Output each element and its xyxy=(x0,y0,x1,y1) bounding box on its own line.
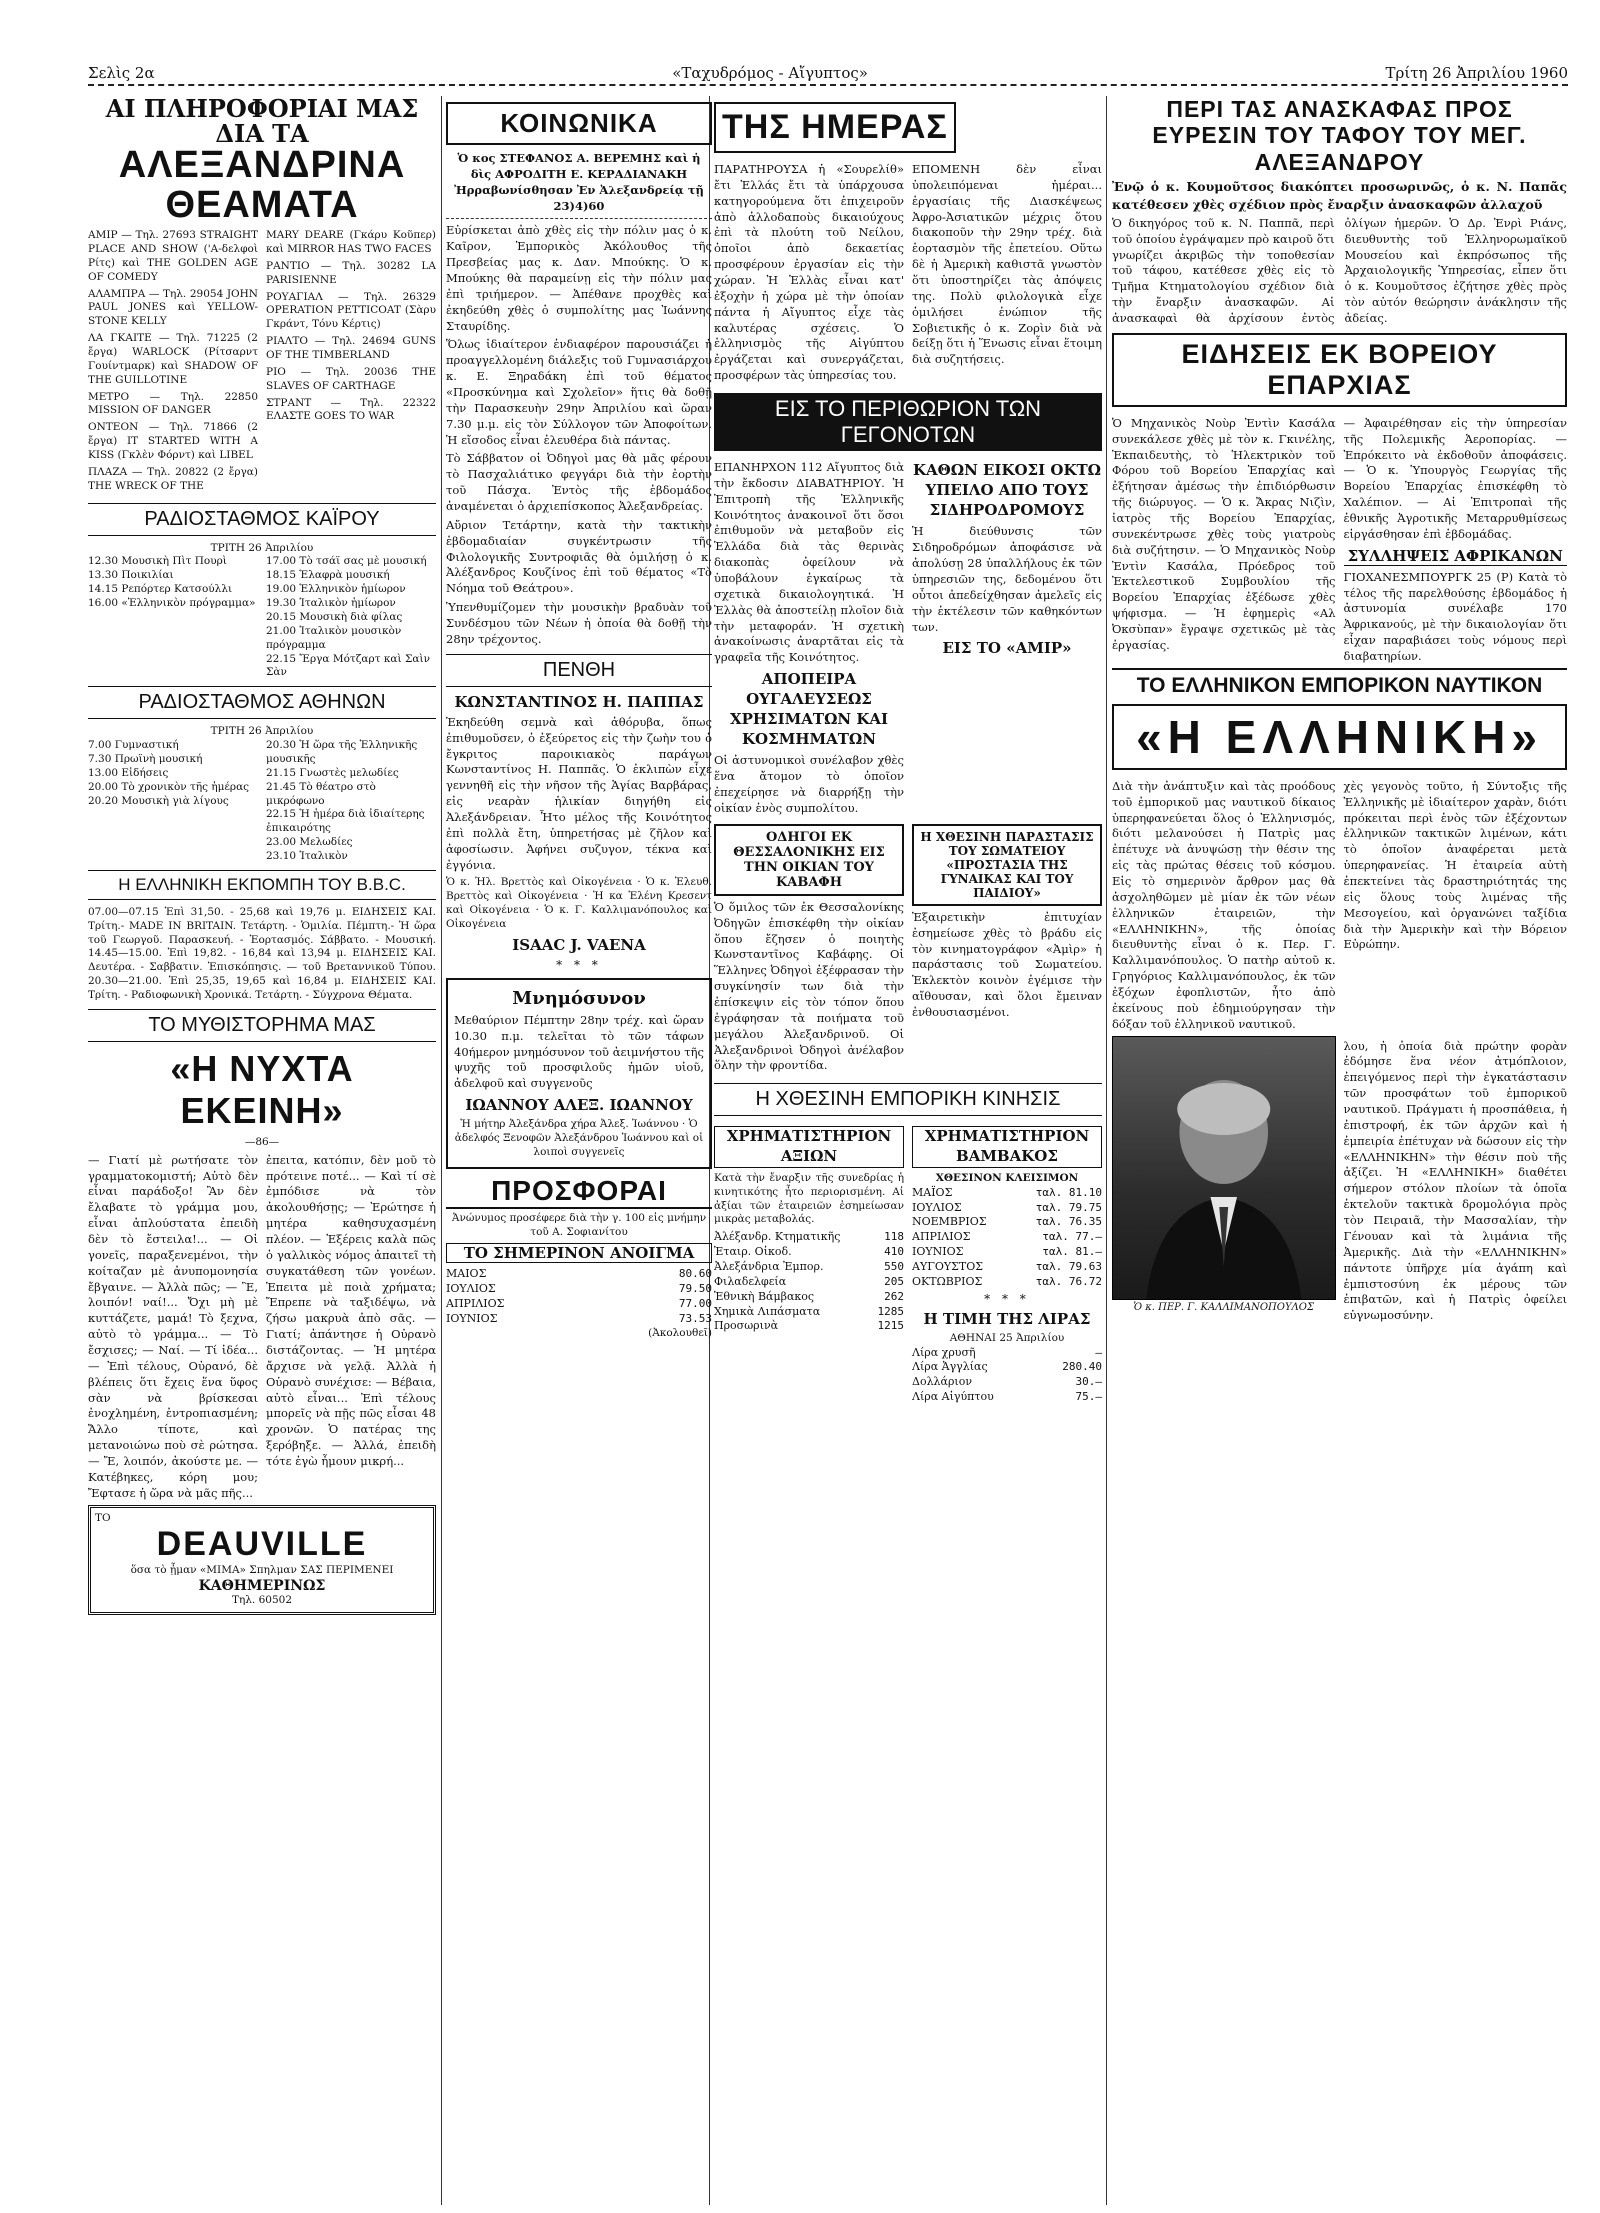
cotton-subheading: ΧΘΕΣΙΝΟΝ ΚΛΕΙΣΙΜΟΝ xyxy=(935,1171,1079,1184)
schedule-item: 21.15 Γνωστὲς μελωδίες xyxy=(266,766,399,779)
obituary-text: Ἐκηδεύθη σεμνὰ καὶ ἀθόρυβα, ὅπως ἐπιθυμοῦσεν, ὁ ἐξεύρετος εἰς τὴν ζωὴν του ὁ ἔγκριτος παροικιακὸς παράγων Κωνσταντίνος Η. Παππᾶς. Ὁ ἐκλιπὼν εἶχε γεννηθῆ εἰς τὴν νῆσον τῆς Ἁγίας Βαρβάρας, εἰς νεαρὰν ἡλικίαν διηγήθη εἰς Ἀλεξάνδρειαν. Ἦτο μέλος τῆς Κοινότητος ἐπὶ πολλὰ ἔτη, ὑπηρετήσας μὲ ζῆλον καὶ ἀφοσίωσιν. Ἀφήνει συζυγον, τέκνα καὶ ἐγγόνια. xyxy=(446,714,712,872)
memorial-text: Μεθαύριον Πέμπτην 28ην τρέχ. καὶ ὥραν 10.30 π.μ. τελεῖται τὸ τῶν τάφων 40ήμερον μνημόσυνον τοῦ ἀειμνήστου τῆς ψυχῆς τοῦ προσφιλοῦς ἡμῶν υἱοῦ, ἀδελφοῦ καὶ συγγενοῦς xyxy=(454,1012,704,1091)
ad-prefix: TO xyxy=(95,1511,111,1524)
show-heading: Η ΧΘΕΣΙΝΗ ΠΑΡΑΣΤΑΣΙΣ ΤΟΥ ΣΩΜΑΤΕΙΟΥ «ΠΡΟΣΤΑΣΙΑ ΤΗΣ ΓΥΝΑΙΚΑΣ ΚΑΙ ΤΟΥ ΠΑΙΔΙΟΥ» xyxy=(912,824,1102,906)
offers-heading: ΠΡΟΣΦΟΡΑΙ xyxy=(446,1175,712,1209)
cinema-item: ΡΟΥΑΓΙΑΛ — Τηλ. 26329 OPERATION PETTICOAT (Σὰρυ Γκράντ, Τόνυ Κέρτις) xyxy=(266,290,436,331)
continued-note: (Ἀκολουθεῖ) xyxy=(648,1326,712,1339)
social-text: Τὸ Σάββατον οἱ Ὀδηγοὶ μας θὰ μᾶς φέρουν τὸ Πασχαλιάτικο φεγγάρι διὰ τὴν ἐορτὴν τοῦ Πάσχα. Ἐντὸς τῆς ἑβδομάδος ἀναμένεται ὁ ἀρχιεπίσκοπος Ἀλεξανδρείας. xyxy=(446,451,712,514)
social-heading: ΚΟΙΝΩΝΙΚΑ xyxy=(446,102,712,145)
margins-text: ΕΠΑΝΗΡΧΟΝ 112 Αἴγυπτος διὰ τὴν ἔκδοσιν ΔΙΑΒΑΤΗΡΙΟΥ. Ἡ Ἐπιτροπὴ τῆς Ἑλληνικῆς Κοινότητος ἀνακοινοῖ ὅτι ὅσοι ἐπιθυμοῦν νὰ μεταβοῦν εἰς Ἑλλάδα διὰ τὰς θερινὰς διακοπὰς ὀφείλουν νὰ ὑποβάλουν ἐγκαίρως τὰ σχετικὰ δικαιολογητικά. Ἡ Ἑλλὰς θὰ ἀποστείλῃ πλοῖον διὰ τὴν μεταφοράν. Ἡ σχετικὴ ἀνακοίνωσις ἀναρτᾶται εἰς τὰ γραφεῖα τῆς Κοινότητος. xyxy=(714,460,904,665)
memorial-signature: Ἡ μήτηρ Ἀλεξάνδρα χήρα Ἀλεξ. Ἰωάννου · Ὁ ἀδελφός Ξενοφῶν Ἀλεξάνδρου Ἰωάννου καὶ οἱ λοιποὶ συγγενεῖς xyxy=(454,1118,704,1158)
shipping-heading: ΤΟ ΕΛΛΗΝΙΚΟΝ ΕΜΠΟΡΙΚΟΝ ΝΑΥΤΙΚΟΝ xyxy=(1112,668,1567,698)
newspaper-title: «Ταχυδρόμος - Αἴγυπτος» xyxy=(672,64,868,82)
column-news xyxy=(714,96,1102,1405)
schedule-item: 20.20 Μουσικὴ γιὰ λίγους xyxy=(88,794,229,807)
ad-name: DEAUVILLE xyxy=(156,1525,368,1564)
social-text: Ὅλως ἰδιαίτερον ἐνδιαφέρον παρουσιάζει ἡ προαγγελλομένη διάλεξις τοῦ Γυμνασιάρχου κ. Ε. Ξηραδάκη ἐπὶ τοῦ θέματος «Προσκύνημα καὶ Σχολεῖον» ἥτις θὰ δοθῇ τὴν Παρασκευὴν 29ην Ἀπριλίου καὶ ὥραν 7.30 μ.μ. εἰς τὸν Σύλλογον τῶν Ἀποφοίτων. Ἡ εἴσοδος εἶναι ἐλευθέρα διὰ πάντας. xyxy=(446,337,712,447)
schedule-item: 20.00 Τὸ χρονικὸν τῆς ἡμέρας xyxy=(88,780,250,793)
memorial-name: ΙΩΑΝΝΟΥ ΑΛΕΞ. ΙΩΑΝΝΟΥ xyxy=(465,1096,693,1115)
loans-heading: ΑΠΟΠΕΙΡΑ ΟΥΓΑΛΕΥΣΕΩΣ ΧΡΗΣΙΜΑΤΩΝ ΚΑΙ ΚΟΣΜΗΜΑΤΩΝ xyxy=(729,670,889,748)
column-social xyxy=(446,96,712,1341)
cotton-row: ΙΟΥΝΙΟΣ ταλ. 81.— xyxy=(912,1245,1102,1259)
divider xyxy=(446,218,712,219)
day-text: ΕΠΟΜΕΝΗ δὲν εἶναι ὑπολειπόμεναι ἡμέραι... ἐργασίαις τῆς Διασκέψεως Ἀφρο-Ἀσιατικῶν μέχρις ὅτου διακοποῦν τὴν 29ην τρέχ. διὰ ἑορτασμὸν τῆς ἐπετείου. Οὕτω δὲ ἡ Ἀμερικὴ καθιστᾶ γνωστὸν ὅτι ὑποστηρίζει τὰς ἀπόψεις της. Πολὺ φιλολογικὰ εἶχε ὁμιλήσει ἐνώπιον τῆς Σοβιετικῆς ὁ κ. Ζορὶν διὰ νὰ δείξῃ ὅτι ἡ Ἕνωσις εἶναι ἕτοιμη διὰ συζητήσεις. xyxy=(912,162,1102,367)
price-value: 77.00 xyxy=(678,1297,712,1311)
day-heading: ΤΗΣ ΗΜΕΡΑΣ xyxy=(714,102,956,153)
cinema-item: ΡΑΝΤΙΟ — Τηλ. 30282 LA PARISIENNE xyxy=(266,259,436,286)
africa-heading: ΣΥΛΛΗΨΕΙΣ ΑΦΡΙΚΑΝΩΝ xyxy=(1344,547,1568,566)
cinema-item: ΜΕΤΡΟ — Τηλ. 22850 MISSION OF DANGER xyxy=(88,390,258,417)
radio-cairo-date: ΤΡΙΤΗ 26 Ἀπριλίου xyxy=(210,541,314,554)
africa-text: ΓΙΟΧΑΝΕΣΜΠΟΥΡΓΚ 25 (Ρ) Κατὰ τὸ τέλος τῆς παρελθούσης ἑβδομάδος ἡ ἀστυνομία συνέλαβε 170 Ἀφρικανούς, μὲ τὴν δικαιολογίαν ὅτι εἶχαν παραβιάσει τοὺς νόμους περὶ διαβατηρίων. xyxy=(1343,569,1567,663)
schedule-item: 19.00 Ἑλληνικὸν ἡμίωρον xyxy=(266,583,406,596)
entertainment-heading-line1: ΑΙ ΠΛΗΡΟΦΟΡΙΑΙ ΜΑΣ ΔΙΑ ΤΑ xyxy=(105,96,419,149)
novel-body xyxy=(88,1150,436,1505)
stock-row: Ἀλέξανδρ. Κτηματικῆς 118 xyxy=(714,1230,904,1244)
novel-installment: —86— xyxy=(244,1135,280,1148)
excavation-text: Ὁ δικηγόρος τοῦ κ. Ν. Παππᾶ, περὶ τοῦ ὁποίου ἐγράψαμεν πρὸ καιροῦ ὅτι γνωρίζει ἀκριβῶς τὴν τοποθεσίαν τοῦ τάφου, κατέθεσε χθὲς εἰς τὸ Τμῆμα Κτηματολογίου σχέδιον διὰ τὴν ἔναρξιν ἀνασκαφῶν. Αἱ ἀνασκαφαὶ θὰ ἀρχίσουν ἐντὸς ὀλίγων ἡμερῶν. Ὁ Δρ. Ἐνρὶ Ριάνς, διευθυντὴς τοῦ Ἑλληνορωμαϊκοῦ Μουσείου καὶ ἐκπρόσωπος τῆς Ἀρχαιολογικῆς Ὑπηρεσίας, εἶπεν ὅτι ὁ κ. Κουμοῦτσος ἐζήτησε χθὲς πρὸς τὸν αὐτόν θεώρησιν ἀνάκλησιν τῆς ἀδείας. xyxy=(1112,215,1567,325)
cinema-item: ΡΙΟ — Τηλ. 20036 THE SLAVES OF CARTHAGE xyxy=(266,365,436,392)
portrait-caption: Ὁ κ. ΠΕΡ. Γ. ΚΑΛΛΙΜΑΝΟΠΟΥΛΟΣ xyxy=(1133,1301,1315,1313)
stock-row: Ἐταιρ. Οἰκοδ. 410 xyxy=(714,1245,904,1259)
cinema-item: MARY DEARE (Γκάρυ Κοῦπερ) καὶ MIRROR HAS TWO FACES xyxy=(266,229,436,256)
north-body xyxy=(1112,413,1567,668)
schedule-item: 7.30 Πρωϊνὴ μουσική xyxy=(88,752,203,765)
radio-athens-date: ΤΡΙΤΗ 26 Ἀπριλίου xyxy=(210,725,314,738)
cotton-row: ΑΥΓΟΥΣΤΟΣ ταλ. 79.63 xyxy=(912,1259,1102,1273)
column-rule xyxy=(441,96,442,2205)
novel-text: — Γιατί μὲ ρωτήσατε τὸν γραμματοκομιστή; Αὐτὸ δὲν εἶναι παράδοξο! Ἂν δὲν ἔλαβατε τὸ γράμμα μου, εἶναι ἀπλούστατα ἐπειδὴ δὲν τὸ ἔστειλα!... — Οἱ γονεῖς, παραξενεμένοι, τὴν κοίταζαν μὲ ἀνυπομονησία ἔβγαινε. — Ἀλλὰ πῶς; — Ἒ, λοιπόν! ναί!... Ὄχι μὴ μὲ κυττάζετε, μαμά! Τὸ ξεχνα, αὐτὸ τὸ γράμμα... — Τὸ ἔσχισες; — Ναί. — Τί ἰδέα... — Ἐπὶ τέλους, Οὐρανό, δὲ βλέπεις ὅτι ἔχεις ἕνα ὕφος σὰν νὰ βρίσκεσαι ἐνοχλημένη, ἐντροπιασμένη; Ἄλλο τίποτε, καὶ μετανοιώνω ποὺ σὲ ρώτησα. — Ἔ, λοιπόν, ἀκούστε με. — Κατέβηκες, κόρη μου; Ἔφτασε ἡ ὥρα νὰ μᾶς πῆς... xyxy=(88,1152,258,1500)
loans-text: Οἱ ἀστυνομικοὶ συνέλαβον χθὲς ἕνα ἄτομον τὸ ὁποῖον ἐπεχείρησε νὰ διαρρήξῃ τὴν οἰκίαν ἑνὸς συμπολίτου. xyxy=(714,753,904,815)
memorial-heading: Μνημόσυνον xyxy=(512,987,646,1009)
cinema-item: ΛΑ ΓΚΑΙΤΕ — Τηλ. 71225 (2 ἔργα) WARLOCK (Ρίτσαρντ Γουίντμαρκ) καὶ SHADOW OF THE GUILLOTINE xyxy=(88,332,258,386)
schedule-item: 12.30 Μουσικὴ Πὶτ Πουρὶ xyxy=(88,555,227,568)
price-month: ΙΟΥΝΙΟΣ xyxy=(446,1311,498,1325)
trade-heading: Η ΧΘΕΣΙΝΗ ΕΜΠΟΡΙΚΗ ΚΙΝΗΣΙΣ xyxy=(714,1083,1102,1116)
cinema-item: ΣΤΡΑΝΤ — Τηλ. 22322 ΕΛΑΣΤΕ GOES TO WAR xyxy=(266,396,436,423)
portrait-photo xyxy=(1112,1036,1336,1300)
ad-phone: Τηλ. 60502 xyxy=(231,1594,293,1607)
cinema-item: ΑΛΑΜΠΡΑ — Τηλ. 29054 JOHN PAUL JONES καὶ YELLOW-STONE KELLY xyxy=(88,287,258,328)
price-row xyxy=(446,1267,712,1282)
guides-show-section xyxy=(714,820,1102,1077)
shipping-body-lower xyxy=(1112,1036,1567,1327)
price-value: 79.50 xyxy=(678,1282,712,1296)
cotton-row: ΝΟΕΜΒΡΙΟΣ ταλ. 76.35 xyxy=(912,1215,1102,1229)
cinema-item: ΠΛΑΖΑ — Τηλ. 20822 (2 ἔργα) THE WRECK OF THE xyxy=(88,465,258,492)
schedule-item: 23.10 Ἰταλικὸν xyxy=(266,849,348,862)
portrait-figure xyxy=(1113,1037,1335,1299)
guides-heading: ΟΔΗΓΟΙ ΕΚ ΘΕΣΣΑΛΟΝΙΚΗΣ ΕΙΣ ΤΗΝ ΟΙΚΙΑΝ ΤΟΥ ΚΑΒΑΦΗ xyxy=(714,824,904,896)
entertainment-heading-line2: ΑΛΕΞΑΝΔΡΙΝΑ ΘΕΑΜΑΤΑ xyxy=(118,144,406,227)
issue-date: Τρίτη 26 Ἀπριλίου 1960 xyxy=(1385,64,1568,82)
price-value: 80.60 xyxy=(678,1267,712,1281)
opening-heading: ΤΟ ΣΗΜΕΡΙΝΟΝ ΑΝΟΙΓΜΑ xyxy=(446,1243,712,1263)
day-text: ΠΑΡΑΤΗΡΟΥΣΑ ἡ «Σουρελίθ» ἔτι Ἑλλάς ἔτι τὰ ὑπάρχουσα κατηγορούμενα ὅτι ἐπιχειροῦν ἀπὸ ἀλλοδαποὺς δικαιούχους ἐπὶ τὰ πλούτη τοῦ Νείλου, ὁποῖοι ἀπὸ δεκαετίας προσφέρουν ἐργασίαν εἰς τὴν χώραν. Ἡ Ἑλλὰς εἶναι κατ' ἐξοχὴν ἡ χώρα μὲ τὴν ὁποίαν πάντα ἡ Αἴγυπτος εἶχε τὰς καλυτέρας σχέσεις. Ὁ ἑλληνισμὸς τῆς Αἰγύπτου ἐργάζεται καὶ συνεργάζεται, προσφέρων τὰς ὑπηρεσίας του. xyxy=(714,162,904,383)
deceased-name: ΚΩΝΣΤΑΝΤΙΝΟΣ Η. ΠΑΠΠΑΣ xyxy=(454,692,704,711)
margins-heading: ΕΙΣ ΤΟ ΠΕΡΙΘΩΡΙΟΝ ΤΩΝ ΓΕΓΟΝΟΤΩΝ xyxy=(714,393,1102,451)
price-row xyxy=(446,1297,712,1312)
stock-row: Χημικὰ Λιπάσματα 1285 xyxy=(714,1304,904,1318)
north-heading: ΕΙΔΗΣΕΙΣ ΕΚ ΒΟΡΕΙΟΥ ΕΠΑΡΧΙΑΣ xyxy=(1112,333,1567,407)
social-text: Εὐρίσκεται ἀπὸ χθὲς εἰς τὴν πόλιν μας ὁ κ. Καῖρον, Ἐμπορικὸς Ἀκόλουθος τῆς Πρεσβείας μας κ. Δαν. Μπούκης. Ὁ κ. Μπούκης θὰ παραμείνῃ εἰς τὴν πόλιν μας ἐπὶ τριήμερον. — Ἀπέθανε προχθὲς καὶ ἐκηδεύθη χθὲς ὁ συμπολίτης μας Ἰωάννης Σταυρίδης. xyxy=(446,223,712,333)
price-month: ΑΠΡΙΛΙΟΣ xyxy=(446,1297,505,1311)
radio-cairo-schedule xyxy=(88,555,436,680)
masthead xyxy=(88,62,1568,86)
stock-row: Ἀλεξάνδρια Ἐμπορ. 550 xyxy=(714,1260,904,1273)
schedule-item: 13.00 Εἰδήσεις xyxy=(88,766,169,779)
mourning-heading: ΠΕΝΘΗ xyxy=(446,654,712,687)
page-number: Σελὶς 2α xyxy=(88,64,155,82)
obituary-signature: ISAAC J. VAENA xyxy=(512,935,646,954)
schedule-item: 21.00 Ἰταλικὸν μουσικὸν πρόγραμμα xyxy=(266,624,402,651)
cotton-row: ΙΟΥΛΙΟΣ ταλ. 79.75 xyxy=(912,1200,1102,1214)
price-month: ΜΑΙΟΣ xyxy=(446,1267,487,1281)
schedule-item: 17.00 Τὸ τσάϊ σας μὲ μουσική xyxy=(266,555,427,568)
column-entertainment xyxy=(88,96,436,1615)
lira-row: Λίρα Αἰγύπτου 75.— xyxy=(912,1390,1102,1404)
radio-athens-heading: ΡΑΔΙΟΣΤΑΘΜΟΣ ΑΘΗΝΩΝ xyxy=(88,686,436,719)
column-rule xyxy=(1106,96,1107,2205)
shipping-text: Διὰ τὴν ἀνάπτυξιν καὶ τὰς προόδους τοῦ ἐμπορικοῦ μας ναυτικοῦ δίκαιος ὑπερηφανεύεται ὅλος ὁ Ἑλληνισμός, διότι μελανούσει ἡ Πατρὶς μας ἐπέτυχε νὰ ἀνυψώσῃ τὴν θέσιν της εἰς τὰς πρώτας θέσεις τοῦ κόσμου. Εἰς τὸ σημερινὸν ἄρθρον μας θὰ ἀσχοληθῶμεν μὲ μίαν ἐκ τῶν νέων ἑλληνικῶν ἐταιρειῶν, τὴν «ΕΛΛΗΝΙΚΗΝ», τῆς ὁποίας διευθυντὴς εἶναι ὁ κ. Περ. Γ. Καλλιμανόπουλος. Ὁ πατὴρ αὐτοῦ κ. Γρηγόριος Καλλιμανόπουλος, ἐκ τῶν ἐξόχων ἐφοπλιστῶν, ἦτο ἀπὸ ἐκείνους ποὺ ἐδημιούργησαν τὴν δόξαν τοῦ ἑλληνικοῦ ναυτικοῦ. xyxy=(1112,778,1336,1031)
amir-heading: ΕΙΣ ΤΟ «ΑΜΙΡ» xyxy=(942,639,1072,658)
shipping-text: χὲς γεγονὸς τοῦτο, ἡ Σύντοξις τῆς Ἑλληνικῆς μὲ ἰδιαίτερον χαρὰν, διότι πρόκειται περὶ ἑνὸς τῶν ἐξέχοντων ἑλληνικῶν τακτικῶν λιμένων, κάτι τὸ ὁποῖον ἀναφέρεται μετὰ ὑπερηφανείας. Ἡ ἐταιρεία αὐτὴ ἐπεκτείνει τὰς δραστηριότητάς της εἰς ὅλους τοὺς λιμένας τῆς Μεσογείου, καὶ ὀργανώνει ταξίδια διὰ τὴν Ἀμερικὴν καὶ τὴν Βόρειον Εὐρώπην. xyxy=(1343,778,1567,952)
cotton-row: ΟΚΤΩΒΡΙΟΣ ταλ. 76.72 xyxy=(912,1274,1102,1288)
memorial-notice xyxy=(446,978,712,1169)
price-month: ΙΟΥΛΙΟΣ xyxy=(446,1282,496,1296)
lira-row: Δολλάριον 30.— xyxy=(912,1375,1102,1389)
shipping-text: λου, ἡ ὁποία διὰ πρώτην φορὰν ἐδόμησε ἕνα νέον ἀτμόπλοιον, ἐπειγόμενος περὶ τὴν ἐγκατάστασιν τῶν προσφάτων τοῦ ἐμπορικοῦ ναυτικοῦ. Πράγματι ἡ προσπάθεια, ἡ ἐπιστροφή, ἐκ τῶν ἀρχῶν καὶ ἡ ἐμπειρία ἐπέτυχαν νὰ δώσουν εἰς τὴν «ΕΛΛΗΝΙΚΗΝ» τὴν θέσιν ποὺ τῆς ἀξίζει. Ἡ «ΕΛΛΗΝΙΚΗ» διαθέτει σήμερον στόλον πλοίων τὰ ὁποῖα ἐκτελοῦν τακτικὰ δρομολόγια πρὸς τὸν Πειραιᾶ, τὴν Μασσαλίαν, τὴν Γένουαν καὶ τὰ λιμάνια τῆς Ἀμερικῆς. Διὰ τὴν «ΕΛΛΗΝΙΚΗΝ» πάντοτε ὑπῆρχε μία ἀγάπη καὶ ἐμπιστοσύνη ἐκ μέρους τῶν ἐπιβατῶν, καὶ ἡ Πατρὶς ὀφείλει εὐγνωμοσύνην. xyxy=(1343,1038,1567,1323)
social-text: Ὑπενθυμίζομεν τὴν μουσικὴν βραδυὰν τοῦ Συνδέσμου τῶν Νέων ἡ ὁποία θὰ δοθῇ τὴν 28ην τρέχοντος. xyxy=(446,600,712,646)
guides-text: Ὁ ὅμιλος τῶν ἐκ Θεσσαλονίκης Ὀδηγῶν ἐπισκέφθη τὴν οἰκίαν ὅπου ἔζησεν ὁ ποιητὴς Κωνσταντῖνος Καβάφης. Οἱ Ἕλληνες Ὀδηγοὶ ἐξέφρασαν τὴν συγκίνησίν των διὰ τὴν ἐπίσκεψιν εἰς τὸν τόπον ὅπου ἐγράφησαν τὰ ποιήματα τοῦ μεγάλου Ἀλεξανδρινοῦ. Οἱ Ἀλεξανδρινοὶ Ὀδηγοὶ ἀνέλαβον ὅλην τὴν φροντίδα. xyxy=(714,899,904,1073)
rail-heading: ΚΑΘΩΝ ΕΙΚΟΣΙ ΟΚΤΩ ΥΠΕΙΛΟ ΑΠΟ ΤΟΥΣ ΣΙΔΗΡΟΔΡΟΜΟΥΣ xyxy=(912,461,1102,519)
margins-body xyxy=(714,457,1102,820)
ad-line: ΚΑΘΗΜΕΡΙΝΩΣ xyxy=(198,1578,326,1595)
show-text: Ἐξαιρετικὴν ἐπιτυχίαν ἐσημείωσε χθὲς τὸ βράδυ εἰς τὸν κινηματογράφον «Ἀμὶρ» ἡ παράστασις τοῦ Σωματείου. Ἐκλεκτὸν κοινὸν ἐγέμισε τὴν αἴθουσαν, καὶ ὅλοι ἔμειναν ἐνθουσιασμένοι. xyxy=(912,909,1102,1019)
schedule-item: 20.30 Ἡ ὥρα τῆς Ἑλληνικῆς μουσικῆς xyxy=(266,739,418,765)
ship-company-name: «Η ΕΛΛΗΝΙΚΗ» xyxy=(1112,704,1567,770)
social-text: Αὔριον Τετάρτην, κατὰ τὴν τακτικὴν ἑβδομαδιαίαν συγκέντρωσιν τῆς Φιλολογικῆς Συντροφιᾶς θὰ ὁμιλήσῃ ὁ κ. Ἀλέξανδρος Κουζίνος ἐπὶ τοῦ θέματος «Τὸ Νόημα τοῦ Θεάτρου». xyxy=(446,517,712,596)
schedule-item: 18.15 Ἑλαφρὰ μουσική xyxy=(266,569,390,582)
offers-text: Ἀνώνυμος προσέφερε διὰ τὴν γ. 100 εἰς μνήμην τοῦ Α. Σοφιανίτου xyxy=(451,1211,707,1238)
schedule-item: 23.00 Μελωδίες xyxy=(266,836,353,849)
lira-heading: Η ΤΙΜΗ ΤΗΣ ΛΙΡΑΣ xyxy=(923,1309,1091,1328)
ad-line: ὅσα τὸ ᾖμαν «ΜΙΜΑ» Σπηλμαν ΣΑΣ ΠΕΡΙΜΕΝΕΙ xyxy=(130,1564,394,1577)
novel-heading: ΤΟ ΜΥΘΙΣΤΟΡΗΜΑ ΜΑΣ xyxy=(88,1009,436,1042)
trade-body xyxy=(714,1122,1102,1405)
schedule-item: 22.15 Ἔργα Μότζαρτ καὶ Σαὶν Σὰν xyxy=(266,652,430,679)
schedule-item: 14.15 Ρεπόρτερ Κατσούλλι xyxy=(88,583,233,596)
cinema-list-right xyxy=(266,226,436,496)
cinema-item: ΑΜΙΡ — Τηλ. 27693 STRAIGHT PLACE AND SHOW ('Α-δελφοὶ Ρίτς) καὶ THE GOLDEN AGE OF COMEDY xyxy=(88,229,258,283)
price-value: 73.53 xyxy=(678,1311,712,1325)
schedule-item: 19.30 Ἰταλικὸν ἡμίωρον xyxy=(266,597,396,610)
schedule-item: 13.30 Ποικιλίαι xyxy=(88,569,174,582)
shipping-body xyxy=(1112,776,1567,1036)
schedule-item: 22.15 Ἡ ἡμέρα διὰ ἰδιαίτερης ἐπικαιρότης xyxy=(266,808,425,835)
schedule-item: 7.00 Γυμναστική xyxy=(88,739,179,752)
radio-cairo-heading: ΡΑΔΙΟΣΤΑΘΜΟΣ ΚΑΪΡΟΥ xyxy=(88,503,436,536)
cinema-item: ΡΙΑΛΤΟ — Τηλ. 24694 GUNS OF THE TIMBERLAND xyxy=(266,335,436,362)
cotton-row: ΜΑΪΟΣ ταλ. 81.10 xyxy=(912,1185,1102,1199)
price-row xyxy=(446,1312,712,1327)
north-text: Ὁ Μηχανικὸς Νοὺρ Ἐντὶν Κασάλα συνεκάλεσε χθὲς μὲ τὸν κ. Γκινέλης, Ἐκπαιδευτὴς, τὸ Ἡλεκτρικὸν τοῦ Φόρου τοῦ Βορείου Ἐπαρχίας καὶ ἐξήτησαν ἀμέσως τὴν ἐπιδιόρθωσιν τῆς διώρυγος. — Ὁ κ. Ἄκρας Νιζὶν, ἰατρὸς τῆς Βορείου Ἐπαρχίας, συνεκέντρωσε χθὲς τοὺς γιατροὺς διὰ συζήτησιν. — Ὁ Μηχανικὸς Νοὺρ Ἐντὶν Κασάλα, Πρόεδρος τοῦ Ἐκτελεστικοῦ Συμβουλίου τῆς Βορείου Ἐπαρχίας ἐξέδωσε χθὲς ψήφισμα. — Ἡ ἐφημερὶς «Αλ Ὀκσὺπαν» ἔγραψε σχετικῶς μὲ τὰς ἐργασίας. xyxy=(1112,415,1336,652)
lira-row: Λίρα Ἀγγλίας 280.40 xyxy=(912,1360,1102,1374)
stars-divider: * * * xyxy=(556,957,602,972)
schedule-item: 16.00 «Ἑλληνικὸν πρόγραμμα» xyxy=(88,597,256,610)
price-row xyxy=(446,1282,712,1297)
bbc-schedule: 07.00—07.15 Ἐπὶ 31,50. - 25,68 καὶ 19,76 μ. ΕΙΔΗΣΕΙΣ ΚΑΙ. Τρίτη.- MADE IN BRITAIN. Τετάρτη. - Ὁμιλία. Πέμπτη.- Ἡ ὥρα τοῦ Γεωργοῦ. Παρασκευή. - Ἑορτασμός. Σάββατο. - Μουσική. 14.45—15.00. Ἐπὶ 19,82. - 16,84 καὶ 13,94 μ. ΕΙΔΗΣΕΙΣ ΚΑΙ. Δευτέρα. - Σαββατιν. Ἐπισκόπησις. — τοῦ Βρεταννικοῦ Τύπου. 20.30—21.00. Ἐπὶ 25,35, 19,65 καὶ 16,84 μ. ΕΙΔΗΣΕΙΣ ΚΑΙ. Τρίτη. - Ραδιοφωνικὴ Χρονικά. Τετάρτη. - Σύγχρονα Θέματα. xyxy=(88,905,436,1001)
cinema-listings xyxy=(88,226,436,496)
schedule-item: 21.45 Τὸ θέατρο στὸ μικρόφωνο xyxy=(266,780,376,807)
cotton-heading: ΧΡΗΜΑΤΙΣΤΗΡΙΟΝ ΒΑΜΒΑΚΟΣ xyxy=(912,1126,1102,1168)
rail-text: Ἡ διεύθυνσις τῶν Σιδηροδρόμων ἀποφάσισε νὰ ἀπολύσῃ 28 ὑπαλλήλους ἐκ τῶν ὑπηρεσιῶν της, δεδομένου ὅτι οὗτοι ἀπεδείχθησαν ἀμελεῖς εἰς τὴν ἐκτέλεσιν τῶν καθηκόντων των. xyxy=(912,524,1102,634)
cotton-row: ΑΠΡΙΛΙΟΣ ταλ. 77.— xyxy=(912,1230,1102,1244)
novel-text: ἐπειτα, κατόπιν, δὲν μοῦ τὸ πρότεινε ποτέ... — Καὶ τί σὲ ἐμπόδισε νὰ τὸν ἀκολουθήσῃς; — Ἐρώτησε ἡ μητέρα καθησυχασμένη πλέον. — Ἐξέρεις καλὰ πῶς ὁ γαλλικὸς νόμος ἀπαιτεῖ τὴ συγκατάθεση τῶν γονέων. Ἐπειτα μὲ ποιὰ χρήματα; Ἔπρεπε νὰ ταξιδέψω, νὰ ζήσω μακρυὰ ἀπὸ σᾶς. — Γιατί; ἀπάντησε ἡ Οὐρανὸ διστάζοντας. — Ἡ μητέρα ἄρχισε νὰ γελᾷ. Ἀλλὰ ἡ Οὐρανὸ συνέχισε: — Βέβαια, αὐτὸ εἶναι... Ἐπὶ τέλους μπορεῖς νὰ πῇς πῶς εἶσαι 48 χρονῶν. Ὁ πατέρας της ξερόβηξε. — Ἀλλά, ἐπειδὴ τότε ἐγὼ ἦμουν μικρή... xyxy=(266,1152,436,1469)
radio-athens-schedule xyxy=(88,739,436,864)
novel-title: «Η ΝΥΧΤΑ ΕΚΕΙΝΗ» xyxy=(170,1047,354,1131)
column-excavation xyxy=(1112,96,1567,1327)
stocks-heading: ΧΡΗΜΑΤΙΣΤΗΡΙΟΝ ΑΞΙΩΝ xyxy=(714,1126,904,1168)
stock-row: Φιλαδελφεία 205 xyxy=(714,1274,904,1288)
schedule-item: 20.15 Μουσικὴ διὰ φίλας xyxy=(266,610,403,623)
lira-row: Λίρα χρυσῆ — xyxy=(912,1345,1102,1359)
engagement-notice: Ὁ κος ΣΤΕΦΑΝΟΣ Α. ΒΕΡΕΜΗΣ καὶ ἡ δὶς ΑΦΡΟΔΙΤΗ Ε. ΚΕΡΑΔΙΑΝΑΚΗ Ἠρραβωνίσθησαν Ἐν Ἀλεξανδρείᾳ τῇ 23)4)60 xyxy=(454,151,704,213)
stars-divider: * * * xyxy=(984,1291,1030,1306)
stock-row: Προσωρινὰ 1215 xyxy=(714,1319,904,1333)
bbc-heading: Η ΕΛΛΗΝΙΚΗ ΕΚΠΟΜΠΗ ΤΟΥ Β.Β.C. xyxy=(88,870,436,900)
lira-subheading: ΑΘΗΝΑΙ 25 Ἀπριλίου xyxy=(949,1331,1065,1344)
stocks-text: Κατὰ τὴν ἔναρξιν τῆς συνεδρίας ἡ κινητικότης ἦτο περιορισμένη. Αἱ ἀξίαι τῶν ἐταιρειῶν ἐσημείωσαν μικρὰς μεταβολάς. xyxy=(714,1171,904,1226)
day-body xyxy=(714,159,1102,387)
deauville-ad xyxy=(88,1505,436,1616)
excavation-heading: ΠΕΡΙ ΤΑΣ ΑΝΑΣΚΑΦΑΣ ΠΡΟΣ ΕΥΡΕΣΙΝ ΤΟΥ ΤΑΦΟΥ ΤΟΥ ΜΕΓ. ΑΛΕΞΑΝΔΡΟΥ xyxy=(1152,96,1527,175)
north-text: — Ἀφαιρέθησαν εἰς τὴν ὑπηρεσίαν τῆς Πολεμικῆς Ἀεροπορίας. — Ἐπρόκειτο νὰ ἐκδοθοῦν ἀποφάσεις. — Ὁ κ. Ὑπουργὸς Γεωργίας τῆς Βορείου Ἐπαρχίας ἐπισκέφθη τὸ Χαλέπιον. — Αἱ Ἐπιτροπαὶ τῆς ἐθνικῆς Ἀγροτικῆς Μεταρρυθμίσεως εἰργάσθησαν ἐπὶ ἑβδομάδας. xyxy=(1343,415,1567,541)
cinema-list-left xyxy=(88,226,258,496)
mourners-list: Ὁ κ. Ἠλ. Βρεττὸς καὶ Οἰκογένεια · Ὁ κ. Ἐλευθ. Βρεττὸς καὶ Οἰκογένεια · Ἡ κα Ἐλένη Κρεσεντ καὶ Οἰκογένεια · Ὁ κ. Γ. Καλλιμανόπουλος καὶ Οἰκογένεια xyxy=(446,876,712,930)
cinema-item: ΟΝΤΕΟΝ — Τηλ. 71866 (2 ἔργα) IT STARTED WITH A KISS (Γκλὲν Φόρντ) καὶ LIBEL xyxy=(88,421,258,462)
stock-row: Ἐθνικὴ Βάμβακος 262 xyxy=(714,1289,904,1303)
excavation-lead: Ἐνῷ ὁ κ. Κουμοῦτσος διακόπτει προσωρινῶς, ὁ κ. Ν. Παπᾶς κατέθεσεν χθὲς σχέδιον πρὸς ἔναρξιν ἀνασκαφῶν ἀλλαχοῦ xyxy=(1112,179,1567,212)
